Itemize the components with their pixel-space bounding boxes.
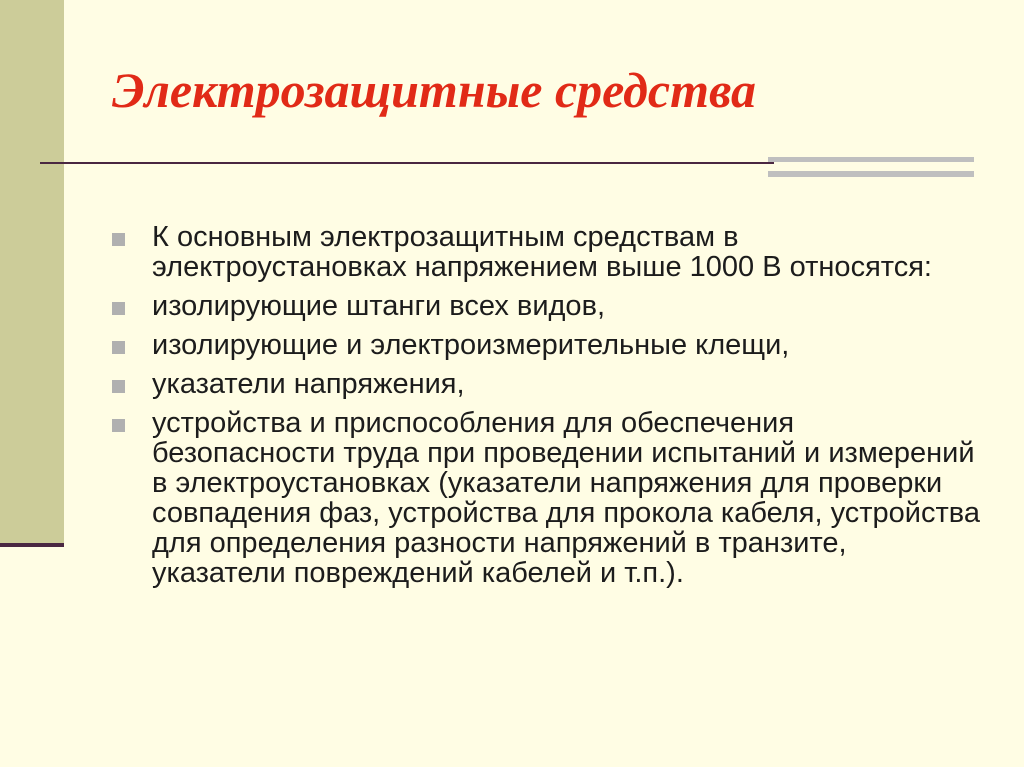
bullet-text: К основным электрозащитным средствам в электроустановках напряжением выше 1000 В относятся: <box>152 221 932 283</box>
bullet-item-clamps <box>112 330 982 360</box>
square-bullet-icon <box>112 341 125 354</box>
bullet-list <box>112 222 982 597</box>
bullet-item-insulating-rods <box>112 291 982 321</box>
bullet-text: изолирующие и электроизмерительные клещи, <box>152 329 790 361</box>
title-accent-bar-bottom <box>768 171 974 177</box>
title-accent-bar-top <box>768 157 974 162</box>
slide-title: Электрозащитные средства <box>112 62 756 118</box>
bullet-text: устройства и приспособления для обеспечения безопасности труда при проведении испытаний и измерений в электроустановках (указатели напряжения для проверки совпадения фаз, устройства для прокола кабеля, устройства для определения разности напряжений в транзите, указатели повреждений кабелей и т.п.). <box>152 407 980 589</box>
bullet-item-intro <box>112 222 982 282</box>
bullet-text: изолирующие штанги всех видов, <box>152 290 606 322</box>
side-decoration-rule <box>0 543 64 547</box>
square-bullet-icon <box>112 302 125 315</box>
square-bullet-icon <box>112 419 125 432</box>
bullet-item-devices <box>112 408 982 588</box>
side-decoration-band <box>0 0 64 546</box>
square-bullet-icon <box>112 380 125 393</box>
title-divider-line <box>40 162 774 164</box>
square-bullet-icon <box>112 233 125 246</box>
bullet-text: указатели напряжения, <box>152 368 465 400</box>
bullet-item-voltage-indicators <box>112 369 982 399</box>
